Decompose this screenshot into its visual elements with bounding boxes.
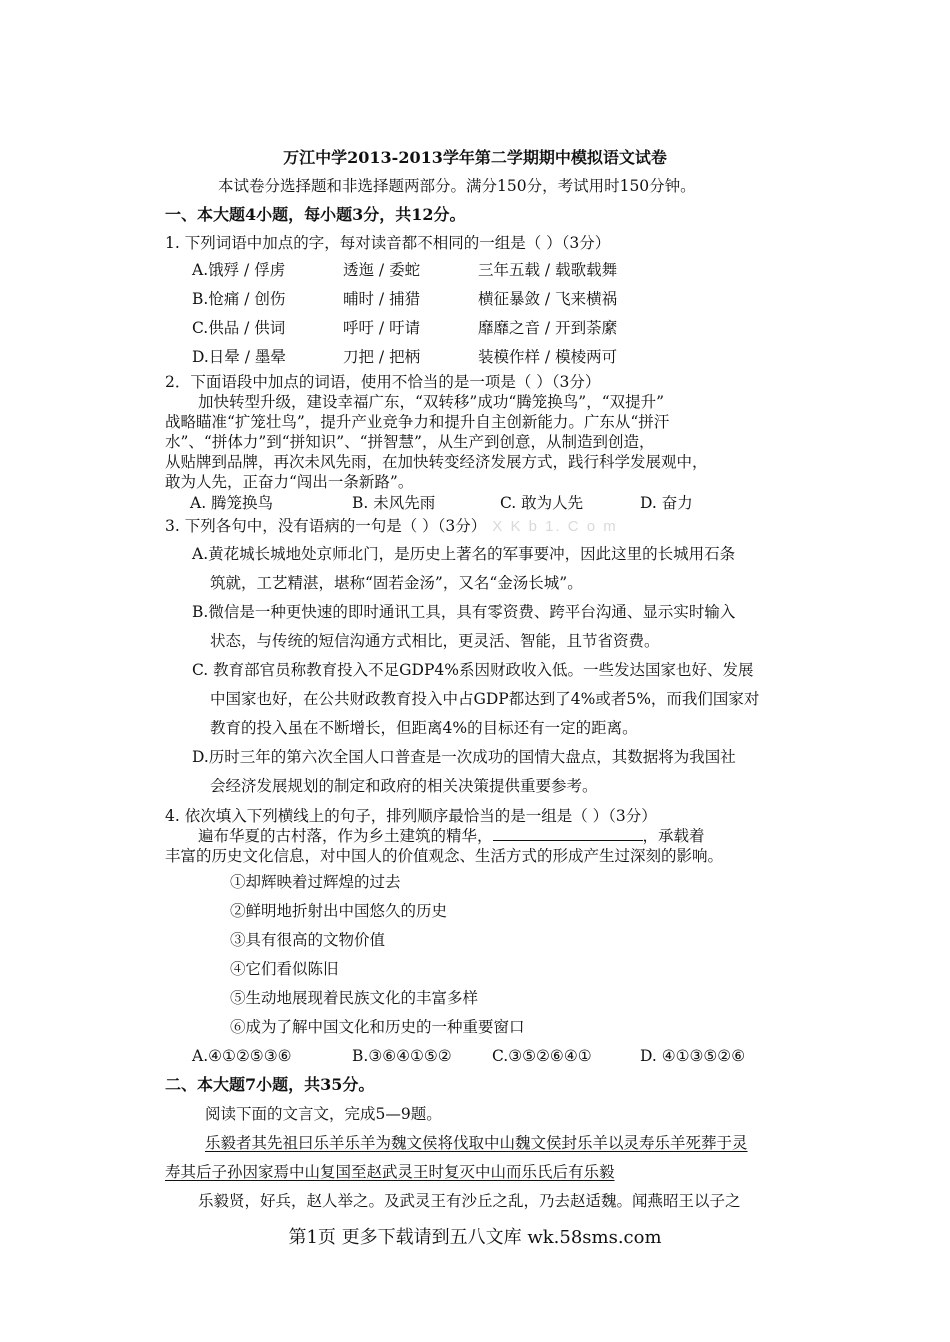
watermark-text: X K b 1. C o m xyxy=(492,518,618,535)
q4-option-b: B.③⑥④①⑤② xyxy=(352,1047,452,1065)
q1-row-d-col3: 装模作样 / 模棱两可 xyxy=(478,348,618,366)
q3-option-c: C. 教育部官员称教育投入不足GDP4%系因财政收入低。一些发达国家也好、发展 xyxy=(192,661,754,679)
q4-passage-b: ，承载着 xyxy=(642,827,705,845)
q4-option-a: A.④①②⑤③⑥ xyxy=(192,1047,292,1065)
question-3-row xyxy=(165,516,618,537)
q4-item: ⑤生动地展现着民族文化的丰富多样 xyxy=(230,989,479,1007)
question-3-stem: 3. 下列各句中，没有语病的一句是（ ）（3分） xyxy=(165,517,487,535)
section-2-instruction: 阅读下面的文言文，完成5—9题。 xyxy=(205,1105,442,1123)
q4-item: ⑥成为了解中国文化和历史的一种重要窗口 xyxy=(230,1018,525,1036)
q3-option-a: A.黄花城长城地处京师北门，是历史上著名的军事要冲，因此这里的长城用石条 xyxy=(192,545,736,563)
q3-option-d-cont: 会经济发展规划的制定和政府的相关决策提供重要参考。 xyxy=(210,777,598,795)
fill-blank xyxy=(493,826,643,841)
section-2-heading: 二、本大题7小题，共35分。 xyxy=(165,1075,375,1094)
exam-title: 万江中学2013-2013学年第二学期期中模拟语文试卷 xyxy=(283,148,667,167)
q4-item: ①却辉映着过辉煌的过去 xyxy=(230,873,401,891)
q4-passage-line xyxy=(198,826,705,846)
q4-item: ②鲜明地折射出中国悠久的历史 xyxy=(230,902,448,920)
q1-row-d-col2: 刀把 / 把柄 xyxy=(343,348,421,366)
q4-option-c: C.③⑤②⑥④① xyxy=(492,1047,592,1065)
q1-row-b-col1: B.怆痛 / 创伤 xyxy=(192,290,286,308)
q2-passage-line: 从贴牌到品牌，再次未风先雨，在加快转变经济发展方式，践行科学发展观中， xyxy=(165,453,708,471)
q2-option-b: B. 未风先雨 xyxy=(352,494,436,512)
q4-option-d: D. ④①③⑤②⑥ xyxy=(640,1047,746,1065)
q2-option-c: C. 敢为人先 xyxy=(500,494,584,512)
exam-intro: 本试卷分选择题和非选择题两部分。满分150分，考试用时150分钟。 xyxy=(218,177,696,195)
question-4-stem: 4. 依次填入下列横线上的句子，排列顺序最恰当的是一组是（ ）（3分） xyxy=(165,807,657,825)
classical-text-underlined: 寿其后子孙因家焉中山复国至赵武灵王时复灭中山而乐氏后有乐毅 xyxy=(165,1163,615,1181)
q3-option-b: B.微信是一种更快速的即时通讯工具，具有零资费、跨平台沟通、显示实时输入 xyxy=(192,603,736,621)
q4-passage-a: 遍布华夏的古村落，作为乡土建筑的精华， xyxy=(198,827,493,845)
q4-passage-line: 丰富的历史文化信息，对中国人的价值观念、生活方式的形成产生过深刻的影响。 xyxy=(165,847,724,865)
q2-option-a: A. 腾笼换鸟 xyxy=(190,494,274,512)
q3-option-b-cont: 状态，与传统的短信沟通方式相比，更灵活、智能，且节省资费。 xyxy=(210,632,660,650)
classical-text-line: 乐毅贤，好兵，赵人举之。及武灵王有沙丘之乱，乃去赵适魏。闻燕昭王以子之 xyxy=(198,1192,741,1210)
page-footer: 第1页 更多下载请到五八文库 wk.58sms.com xyxy=(288,1227,662,1248)
q1-row-a-col3: 三年五载 / 载歌载舞 xyxy=(478,261,618,279)
classical-text-underlined: 乐毅者其先祖曰乐羊乐羊为魏文侯将伐取中山魏文侯封乐羊以灵寿乐羊死葬于灵 xyxy=(205,1134,748,1152)
q2-passage-line: 敢为人先，正奋力“闯出一条新路”。 xyxy=(165,473,414,491)
q1-row-b-col3: 横征暴敛 / 飞来横祸 xyxy=(478,290,618,308)
q4-item: ③具有很高的文物价值 xyxy=(230,931,386,949)
q2-passage-line: 战略瞄准“扩笼壮鸟”，提升产业竞争力和提升自主创新能力。广东从“拼汗 xyxy=(165,413,670,431)
q2-passage-line: 加快转型升级，建设幸福广东，“双转移”成功“腾笼换鸟”，“双提升” xyxy=(198,393,665,411)
section-1-heading: 一、本大题4小题，每小题3分，共12分。 xyxy=(165,205,466,224)
q3-option-c-cont: 教育的投入虽在不断增长，但距离4%的目标还有一定的距离。 xyxy=(210,719,638,737)
question-1-stem: 1. 下列词语中加点的字，每对读音都不相同的一组是（ ）（3分） xyxy=(165,234,611,252)
q1-row-d-col1: D.日晕 / 墨晕 xyxy=(192,348,286,366)
question-2-stem: 2．下面语段中加点的词语，使用不恰当的是一项是（ ）（3分） xyxy=(165,373,601,391)
q1-row-c-col1: C.供品 / 供词 xyxy=(192,319,286,337)
q1-row-a-col2: 透迤 / 委蛇 xyxy=(343,261,421,279)
q2-option-d: D. 奋力 xyxy=(640,494,693,512)
q1-row-c-col3: 靡靡之音 / 开到荼縻 xyxy=(478,319,618,337)
q3-option-c-cont: 中国家也好，在公共财政教育投入中占GDP都达到了4%或者5%，而我们国家对 xyxy=(210,690,760,708)
q1-row-c-col2: 呼吁 / 吁请 xyxy=(343,319,421,337)
q3-option-d: D.历时三年的第六次全国人口普查是一次成功的国情大盘点，其数据将为我国社 xyxy=(192,748,736,766)
q1-row-a-col1: A.饿殍 / 俘虏 xyxy=(192,261,286,279)
q4-item: ④它们看似陈旧 xyxy=(230,960,339,978)
q1-row-b-col2: 晡时 / 捕猎 xyxy=(343,290,421,308)
q3-option-a-cont: 筑就，工艺精湛，堪称“固若金汤”，又名“金汤长城”。 xyxy=(210,574,583,592)
q2-passage-line: 水”、“拼体力”到“拼知识”、“拼智慧”，从生产到创意，从制造到创造， xyxy=(165,433,655,451)
